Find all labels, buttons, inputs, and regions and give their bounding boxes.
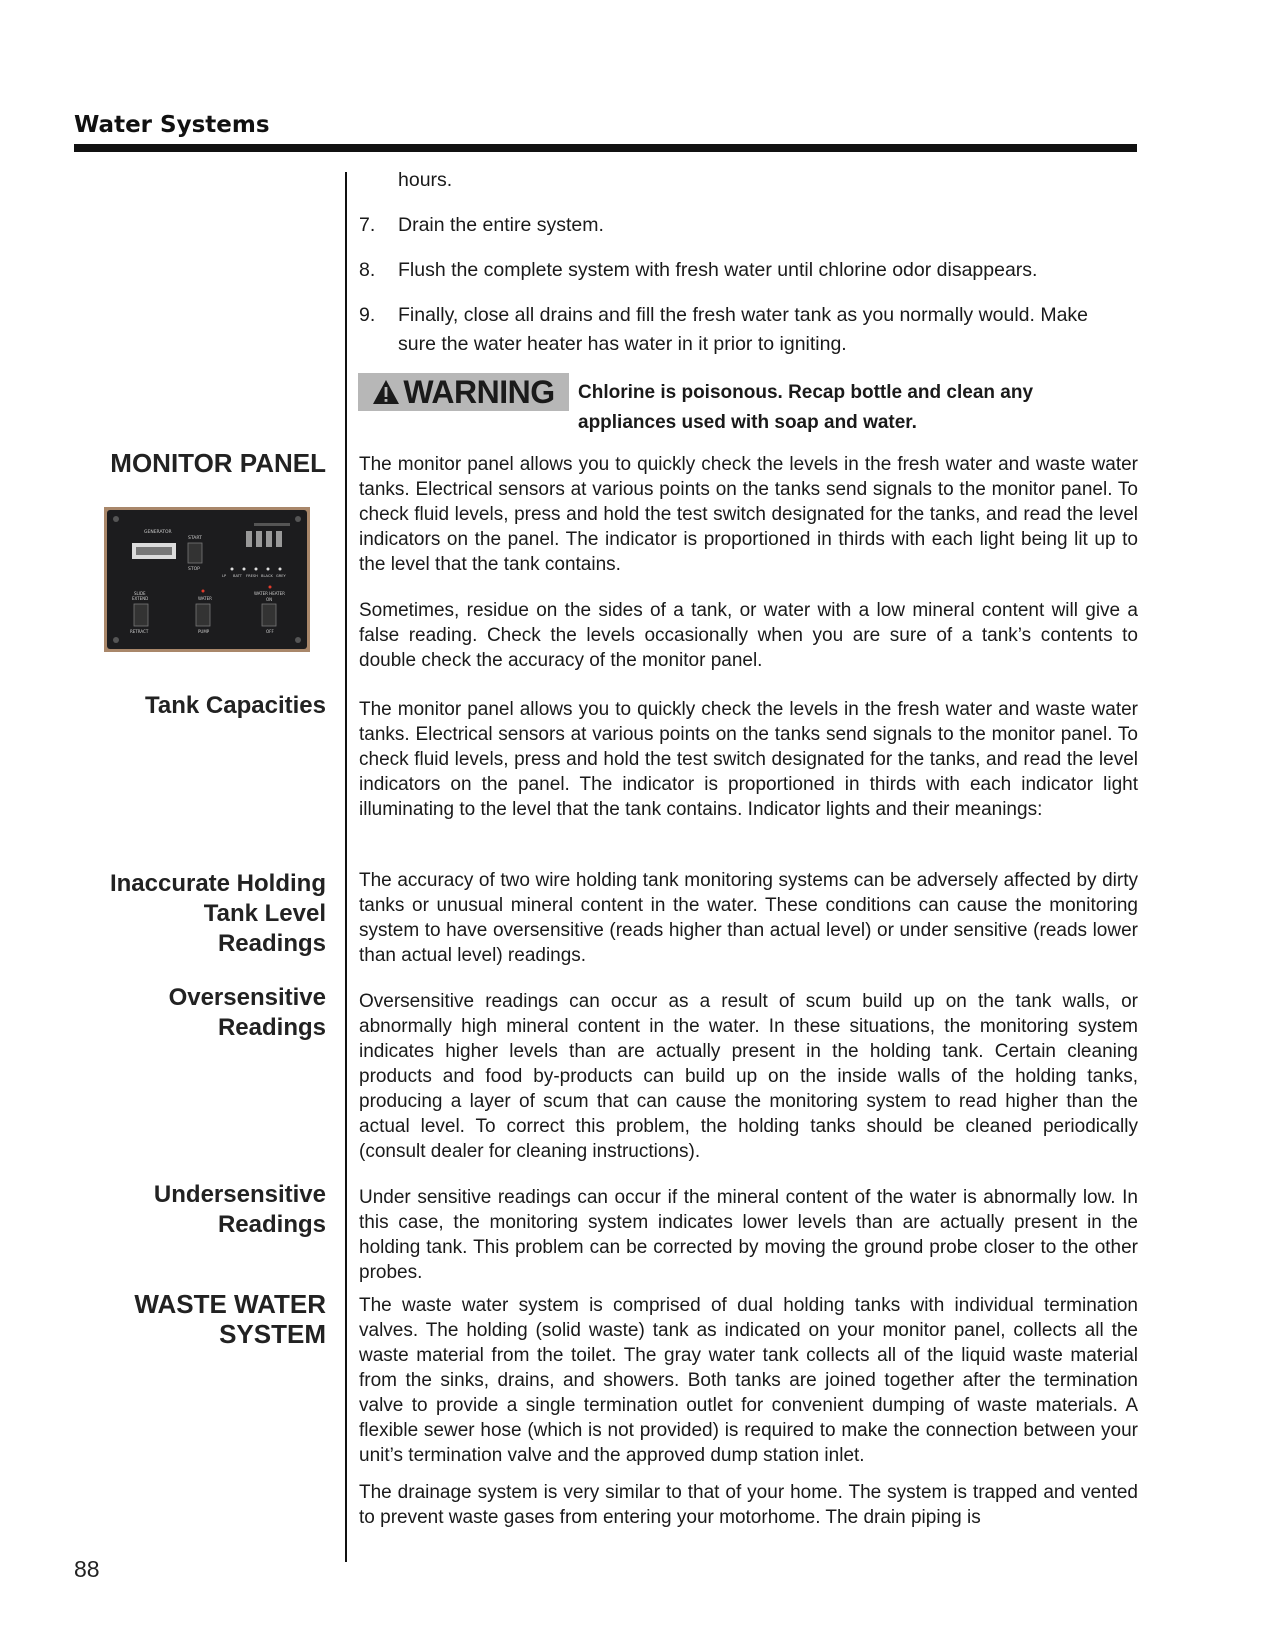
heading-line: Oversensitive [168, 984, 326, 1011]
label-slide: SLIDE [134, 591, 146, 596]
step-number: 9. [359, 304, 376, 326]
page-number: 88 [74, 1556, 100, 1582]
label-batt: BATT [233, 574, 242, 578]
label-grey: GREY [276, 574, 286, 578]
label-black: BLACK [261, 574, 273, 578]
label-extend: EXTEND [132, 596, 149, 601]
waste-water-paragraph-1: The waste water system is comprised of dual holding tanks with individual termination valves. The holding (solid waste) tank as indicated on your monitor panel, collects all the waste material from the toilet. The gray water tank collects all of the liquid waste material from the sinks, drains, and showers. Both tanks are joined together after the termination valve to provide a single termination outlet for convenient dumping of waste materials. A flexible sewer hose (which is not provided) is required to make the connection between your unit’s termination valve and the approved dump station inlet. [359, 1295, 1138, 1466]
step-text-line2: sure the water heater has water in it prior to igniting. [398, 333, 847, 355]
label-pump: PUMP [198, 629, 210, 634]
label-lp: LP [222, 574, 227, 578]
page-section-title: Water Systems [74, 112, 270, 138]
heading-line: Readings [217, 1014, 326, 1041]
heading-tank-capacities: Tank Capacities [145, 692, 326, 719]
heading-line: Tank Level [203, 900, 326, 927]
heading-line: SYSTEM [219, 1319, 326, 1349]
inaccurate-readings-paragraph: The accuracy of two wire holding tank monitoring systems can be adversely affected by dirty tanks or unusual mineral content in the water. These conditions can cause the monitoring system to have oversensitive (reads higher than actual level) or under sensitive (reads lower than actual level) readings. [359, 870, 1138, 966]
label-retract: RETRACT [130, 629, 149, 634]
heading-line: WASTE WATER [134, 1289, 326, 1319]
heading-line: Undersensitive [153, 1181, 326, 1208]
waste-water-paragraph-2: The drainage system is very similar to that of your home. The system is trapped and vented to prevent waste gases from entering your motorhome. The drain piping is [359, 1482, 1138, 1528]
warning-label: WARNING [403, 373, 555, 410]
step-text: Drain the entire system. [398, 214, 604, 236]
step-text: hours. [398, 169, 453, 191]
label-on: ON [266, 597, 273, 602]
label-water-heater: WATER HEATER [254, 591, 285, 596]
label-off: OFF [266, 629, 274, 634]
heading-line: Inaccurate Holding [109, 870, 326, 897]
step-item [0, 301, 1275, 361]
monitor-panel-paragraph-2: Sometimes, residue on the sides of a tank, or water with a low mineral content will give a false reading. Check the levels occasionally when you are sure of a tank’s contents to double check the accuracy of the monitor panel. [359, 600, 1138, 671]
tank-capacities-paragraph: The monitor panel allows you to quickly check the levels in the fresh water and waste water tanks. Electrical sensors at various points on the tanks send signals to the monitor panel. To check fluid levels, press and hold the test switch designated for the tanks, and read the level indicators on the panel. The indicator is proportioned in thirds with each indicator light illuminating to the level that the tank contains. Indicator lights and their meanings: [359, 699, 1138, 820]
label-start: START [188, 536, 202, 541]
undersensitive-readings-paragraph: Under sensitive readings can occur if the mineral content of the water is abnormally low. In this case, the monitoring system indicates lower levels than are actually present in the holding tank. This problem can be corrected by moving the ground probe closer to the other probes. [359, 1187, 1138, 1283]
step-number: 8. [359, 259, 376, 281]
heading-line: Readings [217, 1211, 326, 1238]
oversensitive-readings-paragraph: Oversensitive readings can occur as a result of scum build up on the tank walls, or abnormally high mineral content in the water. In these situations, the monitoring system indicates higher levels than are actually present in the holding tank. Certain cleaning products and food by-products can build up on the inside walls of the holding tanks, producing a layer of scum that can cause the monitoring system to read higher than the actual level. To correct this problem, the holding tanks should be cleaned periodically (consult dealer for cleaning instructions). [359, 991, 1138, 1162]
heading-waste-water-system [60, 1289, 326, 1349]
step-text-line1: Finally, close all drains and fill the fresh water tank as you normally would. Make [398, 304, 1089, 326]
warning-line: Chlorine is poisonous. Recap bottle and clean any [578, 382, 1034, 403]
heading-undersensitive-readings [60, 1180, 326, 1240]
warning-line: appliances used with soap and water. [578, 412, 917, 433]
step-number: 7. [359, 214, 376, 236]
warning-badge [358, 373, 569, 411]
heading-line: Readings [217, 930, 326, 957]
header-rule [74, 144, 1137, 152]
label-stop: STOP [188, 567, 200, 572]
heading-monitor-panel: MONITOR PANEL [110, 448, 326, 478]
label-water: WATER [198, 596, 212, 601]
heading-inaccurate-readings [60, 869, 326, 959]
monitor-panel-photo [104, 507, 310, 652]
warning-triangle-icon [372, 379, 400, 405]
warning-message [578, 378, 1118, 438]
label-generator: GENERATOR [144, 530, 172, 535]
label-fresh: FRESH [246, 574, 258, 578]
column-divider [345, 172, 347, 1562]
monitor-panel-paragraph-1: The monitor panel allows you to quickly check the levels in the fresh water and waste water tanks. Electrical sensors at various points on the tanks send signals to the monitor panel. To check fluid levels, press and hold the test switch designated for the tanks, and read the level indicators on the panel. The indicator is proportioned in thirds with each light being lit up to the level that the tank contains. [359, 454, 1138, 575]
step-text: Flush the complete system with fresh water until chlorine odor disappears. [398, 259, 1038, 281]
heading-oversensitive-readings [60, 983, 326, 1043]
